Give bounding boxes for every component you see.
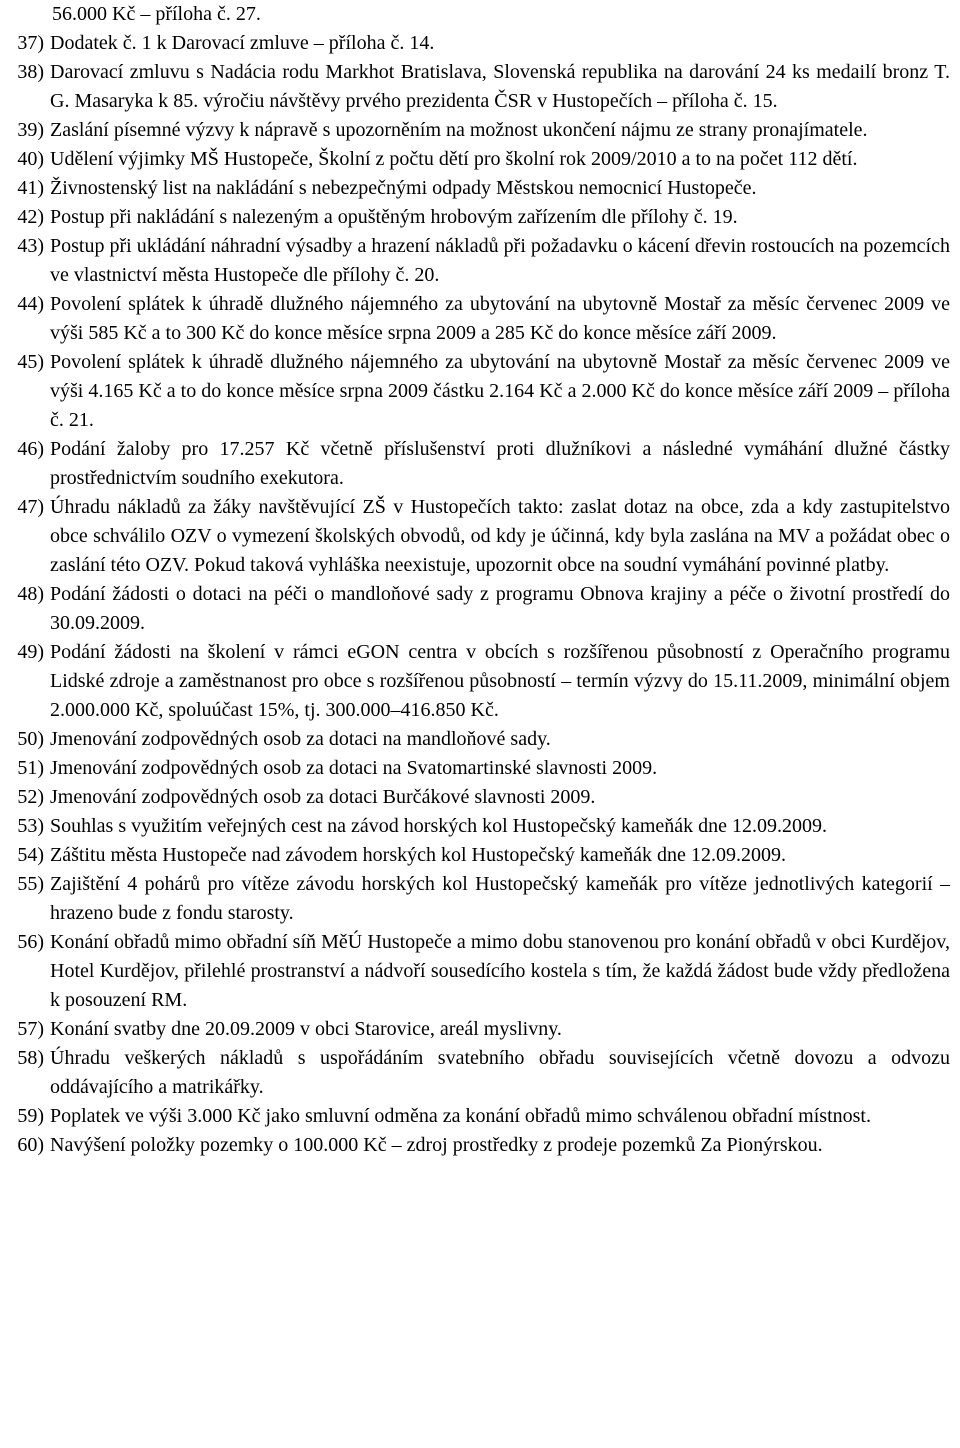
list-item	[0, 493, 960, 580]
item-number: 55)	[17, 873, 44, 895]
item-text: Dodatek č. 1 k Darovací zmluve – příloha č. 14.	[50, 32, 435, 54]
item-text: Úhradu veškerých nákladů s uspořádáním svatebního obřadu souvisejících včetně dovozu a odvozu oddávajícího a matrikářky.	[50, 1047, 950, 1098]
list-item	[0, 232, 960, 290]
item-text: Jmenování zodpovědných osob za dotaci na Svatomartinské slavnosti 2009.	[50, 757, 658, 779]
item-number: 39)	[17, 119, 44, 141]
list-item	[0, 841, 960, 870]
item-text: Souhlas s využitím veřejných cest na závod horských kol Hustopečský kameňák dne 12.09.2009.	[50, 815, 828, 837]
item-number: 45)	[17, 351, 44, 373]
list-item	[0, 1015, 960, 1044]
item-number: 42)	[17, 206, 44, 228]
item-text: Podání žaloby pro 17.257 Kč včetně příslušenství proti dlužníkovi a následné vymáhání dlužné částky prostřednictvím soudního exekutora.	[50, 438, 950, 489]
item-text: Udělení výjimky MŠ Hustopeče, Školní z počtu dětí pro školní rok 2009/2010 a to na počet 112 dětí.	[50, 148, 858, 170]
lead-line: 56.000 Kč – příloha č. 27.	[52, 3, 261, 25]
item-text: Jmenování zodpovědných osob za dotaci na mandloňové sady.	[50, 728, 551, 750]
item-number: 58)	[17, 1047, 44, 1069]
list-item	[0, 58, 960, 116]
item-text: Konání obřadů mimo obřadní síň MěÚ Hustopeče a mimo dobu stanovenou pro konání obřadů v obci Kurdějov, Hotel Kurdějov, přilehlé prostranství a nádvoří sousedícího kostela s tím, že každá žádost bude vždy předložena k posouzení RM.	[50, 931, 950, 1011]
item-text: Podání žádosti o dotaci na péči o mandloňové sady z programu Obnova krajiny a péče o životní prostředí do 30.09.2009.	[50, 583, 950, 634]
item-number: 59)	[17, 1105, 44, 1127]
item-text: Podání žádosti na školení v rámci eGON centra v obcích s rozšířenou působností z Operačního programu Lidské zdroje a zaměstnanost pro obce s rozšířenou působností – termín výzvy do 15.11.2009, minimální objem 2.000.000 Kč, spoluúčast 15%, tj. 300.000–416.850 Kč.	[50, 641, 950, 721]
item-number: 37)	[17, 32, 44, 54]
list-item	[0, 870, 960, 928]
list-item	[0, 1102, 960, 1131]
item-number: 49)	[17, 641, 44, 663]
list-item	[0, 725, 960, 754]
item-text: Darovací zmluvu s Nadácia rodu Markhot Bratislava, Slovenská republika na darování 24 ks medailí bronz T. G. Masaryka k 85. výročiu návštěvy prvého prezidenta ČSR v Hustopečích – příloha č. 15.	[50, 61, 950, 112]
list-item	[0, 1044, 960, 1102]
list-item	[0, 116, 960, 145]
list-item	[0, 290, 960, 348]
item-number: 40)	[17, 148, 44, 170]
resolution-list	[0, 29, 960, 1160]
item-text: Postup při ukládání náhradní výsadby a hrazení nákladů při požadavku o kácení dřevin rostoucích na pozemcích ve vlastnictví města Hustopeče dle přílohy č. 20.	[50, 235, 950, 286]
item-number: 54)	[17, 844, 44, 866]
item-text: Jmenování zodpovědných osob za dotaci Burčákové slavnosti 2009.	[50, 786, 596, 808]
item-text: Navýšení položky pozemky o 100.000 Kč – zdroj prostředky z prodeje pozemků Za Pionýrskou.	[50, 1134, 823, 1156]
item-number: 44)	[17, 293, 44, 315]
item-text: Zajištění 4 pohárů pro vítěze závodu horských kol Hustopečský kameňák pro vítěze jednotlivých kategorií – hrazeno bude z fondu starosty.	[50, 873, 950, 924]
item-text: Záštitu města Hustopeče nad závodem horských kol Hustopečský kameňák dne 12.09.2009.	[50, 844, 786, 866]
item-text: Poplatek ve výši 3.000 Kč jako smluvní odměna za konání obřadů mimo schválenou obřadní místnost.	[50, 1105, 871, 1127]
item-text: Živnostenský list na nakládání s nebezpečnými odpady Městskou nemocnicí Hustopeče.	[50, 177, 757, 199]
list-item	[0, 928, 960, 1015]
item-number: 50)	[17, 728, 44, 750]
list-item	[0, 145, 960, 174]
item-number: 47)	[17, 496, 44, 518]
list-item	[0, 638, 960, 725]
list-item	[0, 812, 960, 841]
item-number: 51)	[17, 757, 44, 779]
list-item	[0, 435, 960, 493]
item-text: Úhradu nákladů za žáky navštěvující ZŠ v Hustopečích takto: zaslat dotaz na obce, zda a kdy zastupitelstvo obce schválilo OZV o vymezení školských obvodů, od kdy je účinná, kdy byla zaslána na MV a požádat obec o zaslání této OZV. Pokud taková vyhláška neexistuje, upozornit obce na soudní vymáhání povinné platby.	[50, 496, 950, 576]
list-item	[0, 348, 960, 435]
item-number: 60)	[17, 1134, 44, 1156]
list-item	[0, 203, 960, 232]
list-item	[0, 174, 960, 203]
item-number: 46)	[17, 438, 44, 460]
item-number: 53)	[17, 815, 44, 837]
item-text: Konání svatby dne 20.09.2009 v obci Starovice, areál myslivny.	[50, 1018, 562, 1040]
list-item	[0, 580, 960, 638]
list-item	[0, 754, 960, 783]
item-text: Povolení splátek k úhradě dlužného nájemného za ubytování na ubytovně Mostař za měsíc červenec 2009 ve výši 585 Kč a to 300 Kč do konce měsíce srpna 2009 a 285 Kč do konce měsíce září 2009.	[50, 293, 950, 344]
item-number: 48)	[17, 583, 44, 605]
item-number: 38)	[17, 61, 44, 83]
list-item	[0, 1131, 960, 1160]
item-number: 43)	[17, 235, 44, 257]
item-number: 52)	[17, 786, 44, 808]
item-text: Povolení splátek k úhradě dlužného nájemného za ubytování na ubytovně Mostař za měsíc červenec 2009 ve výši 4.165 Kč a to do konce měsíce srpna 2009 částku 2.164 Kč a 2.000 Kč do konce měsíce září 2009 – příloha č. 21.	[50, 351, 950, 431]
list-item	[0, 29, 960, 58]
item-number: 41)	[17, 177, 44, 199]
item-text: Zaslání písemné výzvy k nápravě s upozorněním na možnost ukončení nájmu ze strany pronajímatele.	[50, 119, 868, 141]
item-number: 57)	[17, 1018, 44, 1040]
item-number: 56)	[17, 931, 44, 953]
list-item	[0, 783, 960, 812]
item-text: Postup při nakládání s nalezeným a opuštěným hrobovým zařízením dle přílohy č. 19.	[50, 206, 738, 228]
